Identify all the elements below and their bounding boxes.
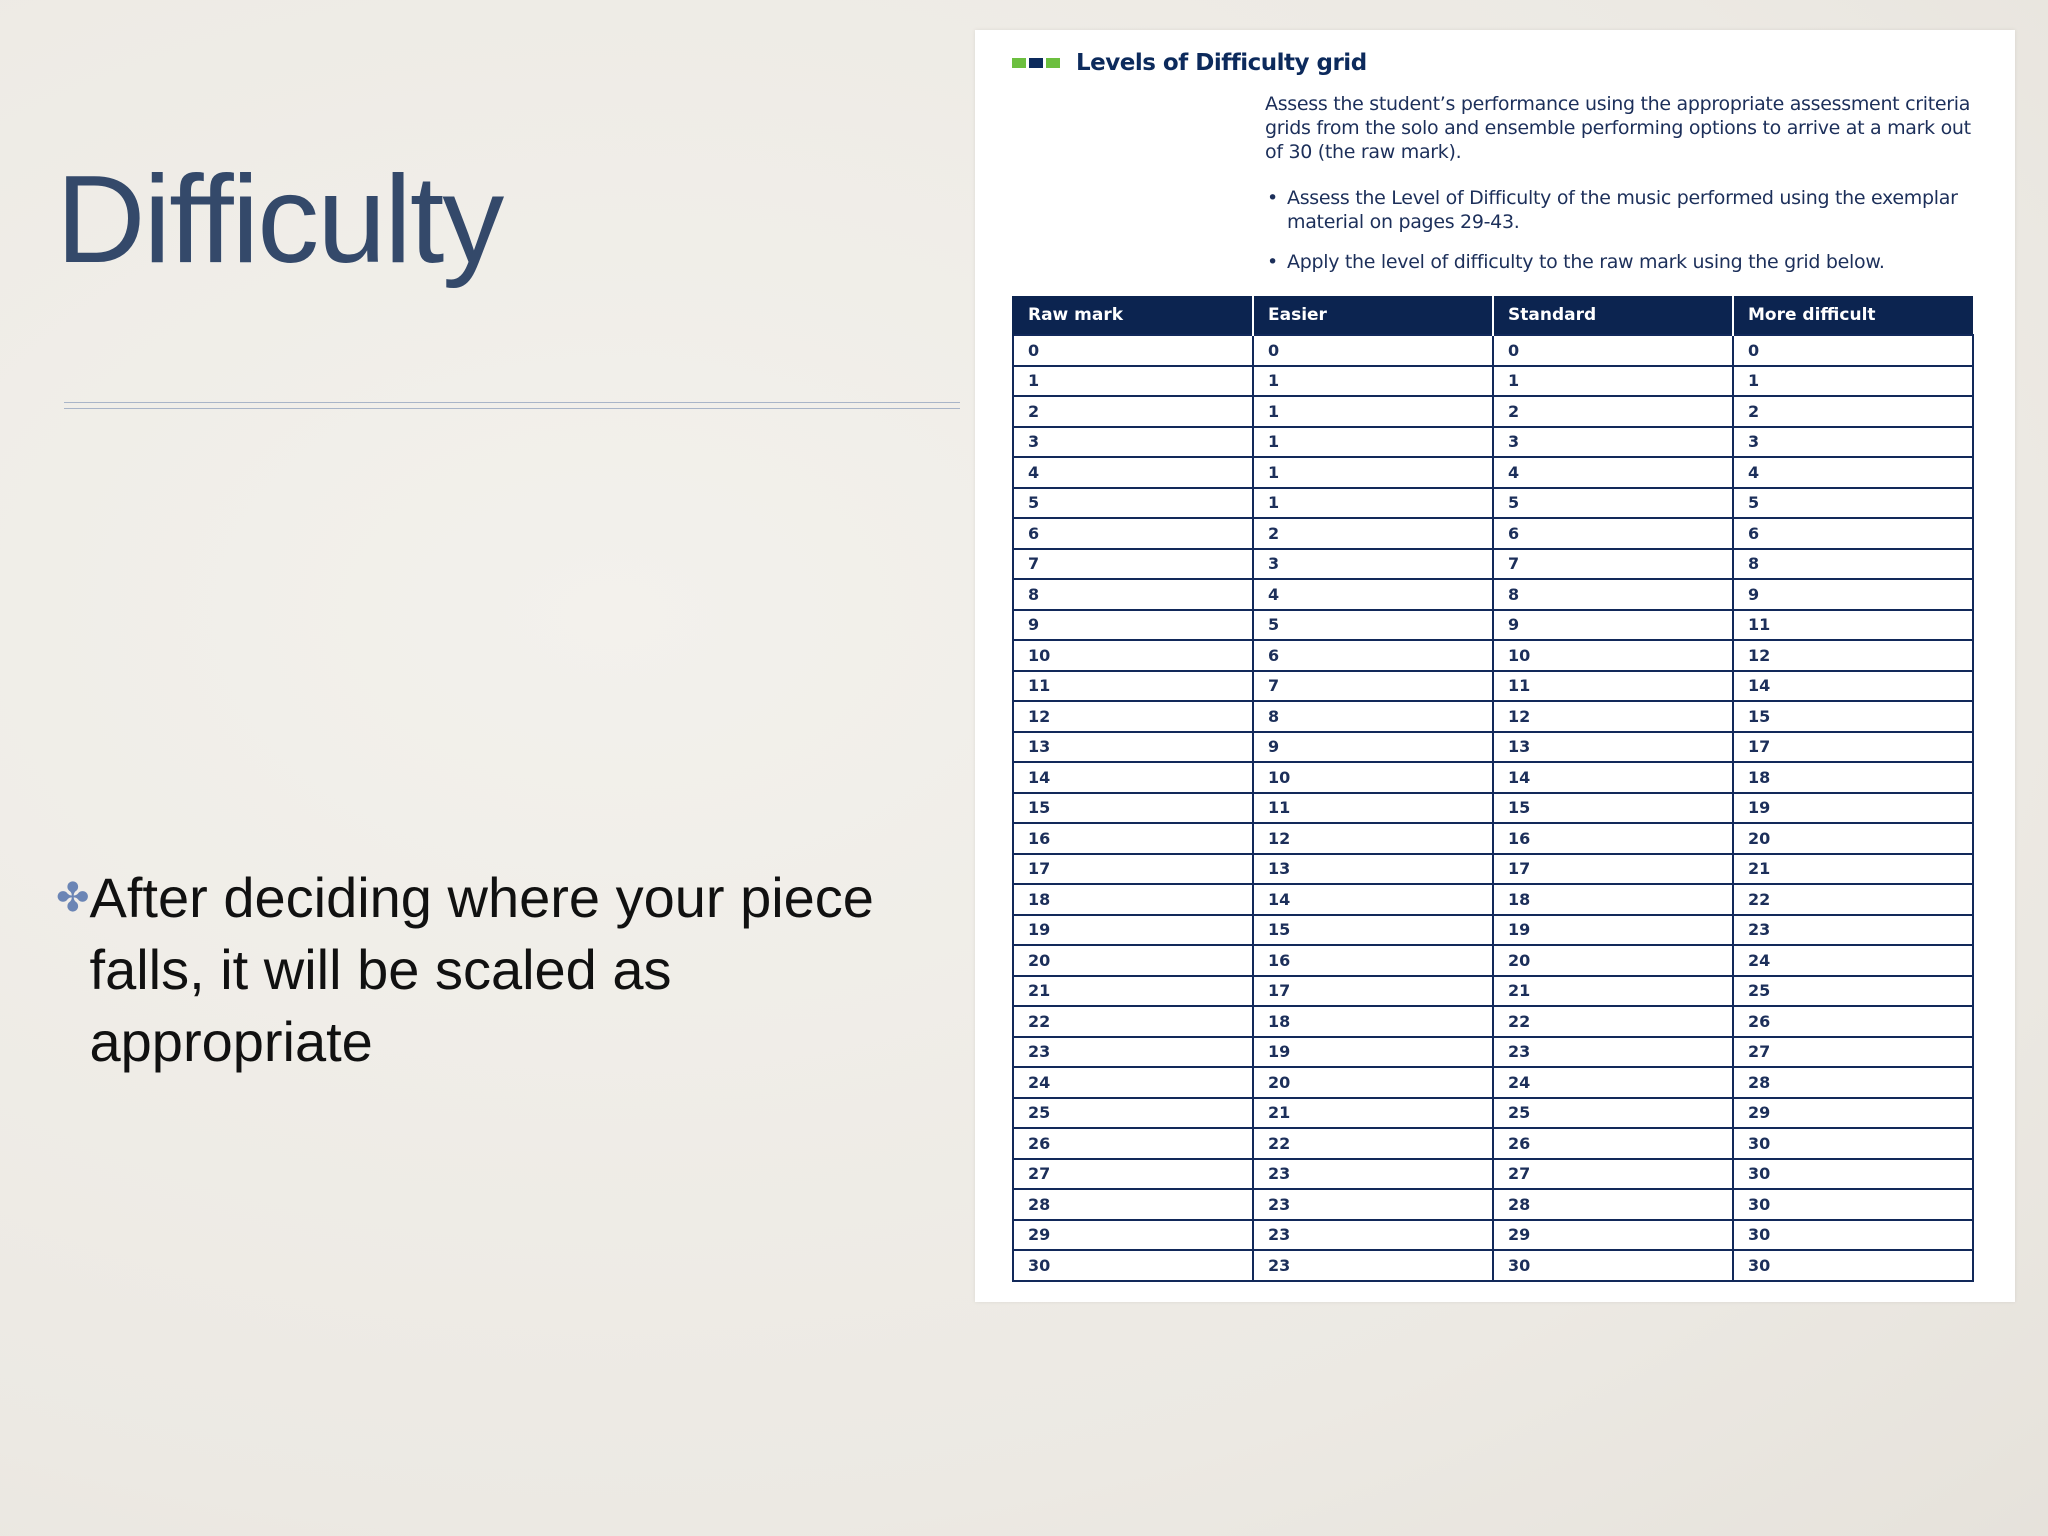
table-cell: 6 (1253, 640, 1493, 671)
table-cell: 30 (1733, 1250, 1973, 1281)
table-cell: 23 (1253, 1189, 1493, 1220)
table-cell: 22 (1733, 884, 1973, 915)
table-cell: 22 (1013, 1006, 1253, 1037)
table-cell: 30 (1733, 1220, 1973, 1251)
table-cell: 18 (1013, 884, 1253, 915)
table-cell: 15 (1493, 793, 1733, 824)
table-cell: 20 (1493, 945, 1733, 976)
table-cell: 15 (1253, 915, 1493, 946)
table-cell: 28 (1733, 1067, 1973, 1098)
column-header-easier: Easier (1253, 296, 1493, 335)
table-cell: 27 (1733, 1037, 1973, 1068)
bullet-text: After deciding where your piece falls, it will be scaled as appropriate (89, 866, 874, 1073)
table-cell: 9 (1733, 579, 1973, 610)
table-cell: 25 (1493, 1098, 1733, 1129)
table-row (1013, 945, 1973, 976)
column-header-raw-mark: Raw mark (1013, 296, 1253, 335)
table-cell: 12 (1253, 823, 1493, 854)
table-row (1013, 976, 1973, 1007)
table-cell: 2 (1253, 518, 1493, 549)
marker-segment (1029, 58, 1043, 68)
table-row (1013, 549, 1973, 580)
table-row (1013, 396, 1973, 427)
table-cell: 19 (1493, 915, 1733, 946)
table-cell: 5 (1733, 488, 1973, 519)
table-cell: 27 (1013, 1159, 1253, 1190)
table-cell: 14 (1013, 762, 1253, 793)
table-cell: 12 (1493, 701, 1733, 732)
table-cell: 8 (1013, 579, 1253, 610)
table-cell: 20 (1733, 823, 1973, 854)
table-cell: 2 (1493, 396, 1733, 427)
table-cell: 23 (1253, 1159, 1493, 1190)
table-cell: 13 (1013, 732, 1253, 763)
table-cell: 6 (1013, 518, 1253, 549)
table-row (1013, 823, 1973, 854)
table-row (1013, 427, 1973, 458)
table-cell: 24 (1013, 1067, 1253, 1098)
table-cell: 8 (1493, 579, 1733, 610)
table-cell: 1 (1253, 457, 1493, 488)
table-cell: 9 (1493, 610, 1733, 641)
table-cell: 5 (1013, 488, 1253, 519)
table-row (1013, 579, 1973, 610)
table-cell: 14 (1493, 762, 1733, 793)
table-row (1013, 732, 1973, 763)
table-row (1013, 701, 1973, 732)
section-marker-icon (1012, 58, 1060, 68)
table-cell: 7 (1013, 549, 1253, 580)
table-cell: 1 (1013, 366, 1253, 397)
table-cell: 8 (1733, 549, 1973, 580)
table-row (1013, 671, 1973, 702)
table-cell: 12 (1733, 640, 1973, 671)
document-intro: Assess the student’s performance using the appropriate assessment criteria grids from the solo and ensemble performing options to arrive at a mark out of 30 (the raw mark). (1265, 93, 1971, 163)
table-cell: 26 (1733, 1006, 1973, 1037)
table-cell: 10 (1493, 640, 1733, 671)
table-cell: 21 (1013, 976, 1253, 1007)
table-row (1013, 335, 1973, 366)
table-cell: 23 (1733, 915, 1973, 946)
table-cell: 25 (1733, 976, 1973, 1007)
table-cell: 1 (1253, 396, 1493, 427)
table-cell: 6 (1493, 518, 1733, 549)
table-cell: 6 (1733, 518, 1973, 549)
title-divider (64, 402, 960, 412)
table-cell: 19 (1013, 915, 1253, 946)
document-title: Levels of Difficulty grid (1076, 50, 1367, 76)
table-cell: 29 (1493, 1220, 1733, 1251)
table-row (1013, 762, 1973, 793)
table-row (1013, 488, 1973, 519)
marker-segment (1012, 58, 1026, 68)
table-cell: 28 (1013, 1189, 1253, 1220)
table-cell: 0 (1253, 335, 1493, 366)
table-cell: 21 (1733, 854, 1973, 885)
table-cell: 2 (1733, 396, 1973, 427)
table-row (1013, 1037, 1973, 1068)
table-cell: 11 (1493, 671, 1733, 702)
table-cell: 30 (1013, 1250, 1253, 1281)
table-cell: 23 (1013, 1037, 1253, 1068)
table-cell: 0 (1733, 335, 1973, 366)
table-row (1013, 457, 1973, 488)
table-row (1013, 793, 1973, 824)
table-row (1013, 1220, 1973, 1251)
table-row (1013, 884, 1973, 915)
table-cell: 3 (1733, 427, 1973, 458)
table-cell: 16 (1493, 823, 1733, 854)
table-cell: 10 (1253, 762, 1493, 793)
table-body (1013, 335, 1973, 1281)
table-row (1013, 1098, 1973, 1129)
table-cell: 1 (1253, 427, 1493, 458)
table-cell: 29 (1733, 1098, 1973, 1129)
document-bullets (1265, 186, 1985, 290)
table-cell: 4 (1013, 457, 1253, 488)
table-cell: 1 (1253, 488, 1493, 519)
table-cell: 20 (1253, 1067, 1493, 1098)
table-cell: 0 (1493, 335, 1733, 366)
table-cell: 5 (1253, 610, 1493, 641)
table-cell: 11 (1253, 793, 1493, 824)
table-cell: 16 (1253, 945, 1493, 976)
table-cell: 9 (1253, 732, 1493, 763)
table-cell: 9 (1013, 610, 1253, 641)
table-cell: 11 (1733, 610, 1973, 641)
table-row (1013, 610, 1973, 641)
table-cell: 14 (1733, 671, 1973, 702)
table-cell: 1 (1493, 366, 1733, 397)
table-cell: 30 (1493, 1250, 1733, 1281)
table-cell: 30 (1733, 1159, 1973, 1190)
table-cell: 18 (1493, 884, 1733, 915)
table-cell: 3 (1013, 427, 1253, 458)
column-header-standard: Standard (1493, 296, 1733, 335)
slide-title: Difficulty (56, 151, 503, 289)
table-cell: 5 (1493, 488, 1733, 519)
table-row (1013, 854, 1973, 885)
table-cell: 8 (1253, 701, 1493, 732)
table-header-row (1013, 296, 1973, 335)
table-cell: 4 (1493, 457, 1733, 488)
table-cell: 4 (1253, 579, 1493, 610)
table-row (1013, 518, 1973, 549)
table-cell: 7 (1253, 671, 1493, 702)
table-cell: 23 (1493, 1037, 1733, 1068)
table-cell: 29 (1013, 1220, 1253, 1251)
document-header (1012, 50, 1367, 76)
flower-bullet-icon: ✤ (56, 876, 90, 920)
table-cell: 24 (1733, 945, 1973, 976)
table-cell: 19 (1253, 1037, 1493, 1068)
table-cell: 30 (1733, 1128, 1973, 1159)
table-cell: 12 (1013, 701, 1253, 732)
table-row (1013, 1250, 1973, 1281)
table-row (1013, 1189, 1973, 1220)
table-row (1013, 1067, 1973, 1098)
table-cell: 28 (1493, 1189, 1733, 1220)
table-cell: 13 (1493, 732, 1733, 763)
document-bullet: • Assess the Level of Difficulty of the music performed using the exemplar material on pages 29-43. (1265, 186, 1985, 234)
table-cell: 7 (1493, 549, 1733, 580)
difficulty-document (975, 30, 2015, 1302)
table-cell: 17 (1493, 854, 1733, 885)
table-cell: 3 (1253, 549, 1493, 580)
table-cell: 21 (1253, 1098, 1493, 1129)
table-cell: 1 (1253, 366, 1493, 397)
difficulty-grid-table (1012, 296, 1974, 1282)
table-cell: 24 (1493, 1067, 1733, 1098)
table-row (1013, 1159, 1973, 1190)
table-cell: 22 (1253, 1128, 1493, 1159)
table-cell: 17 (1733, 732, 1973, 763)
table-cell: 17 (1253, 976, 1493, 1007)
table-cell: 13 (1253, 854, 1493, 885)
table-cell: 1 (1733, 366, 1973, 397)
table-cell: 11 (1013, 671, 1253, 702)
table-cell: 22 (1493, 1006, 1733, 1037)
table-row (1013, 1006, 1973, 1037)
table-cell: 4 (1733, 457, 1973, 488)
table-cell: 14 (1253, 884, 1493, 915)
table-cell: 21 (1493, 976, 1733, 1007)
document-bullet: • Apply the level of difficulty to the raw mark using the grid below. (1265, 250, 1985, 274)
table-cell: 26 (1493, 1128, 1733, 1159)
table-cell: 15 (1733, 701, 1973, 732)
table-cell: 10 (1013, 640, 1253, 671)
table-row (1013, 640, 1973, 671)
column-header-more-difficult: More difficult (1733, 296, 1973, 335)
table-cell: 18 (1253, 1006, 1493, 1037)
table-cell: 3 (1493, 427, 1733, 458)
table-cell: 16 (1013, 823, 1253, 854)
table-cell: 19 (1733, 793, 1973, 824)
table-cell: 27 (1493, 1159, 1733, 1190)
marker-segment (1046, 58, 1060, 68)
table-cell: 30 (1733, 1189, 1973, 1220)
table-row (1013, 1128, 1973, 1159)
table-cell: 25 (1013, 1098, 1253, 1129)
table-cell: 0 (1013, 335, 1253, 366)
table-cell: 15 (1013, 793, 1253, 824)
table-cell: 23 (1253, 1250, 1493, 1281)
table-cell: 23 (1253, 1220, 1493, 1251)
table-row (1013, 915, 1973, 946)
table-cell: 26 (1013, 1128, 1253, 1159)
table-cell: 2 (1013, 396, 1253, 427)
slide-bullet (56, 862, 966, 1078)
table-cell: 18 (1733, 762, 1973, 793)
table-cell: 20 (1013, 945, 1253, 976)
table-cell: 17 (1013, 854, 1253, 885)
table-row (1013, 366, 1973, 397)
